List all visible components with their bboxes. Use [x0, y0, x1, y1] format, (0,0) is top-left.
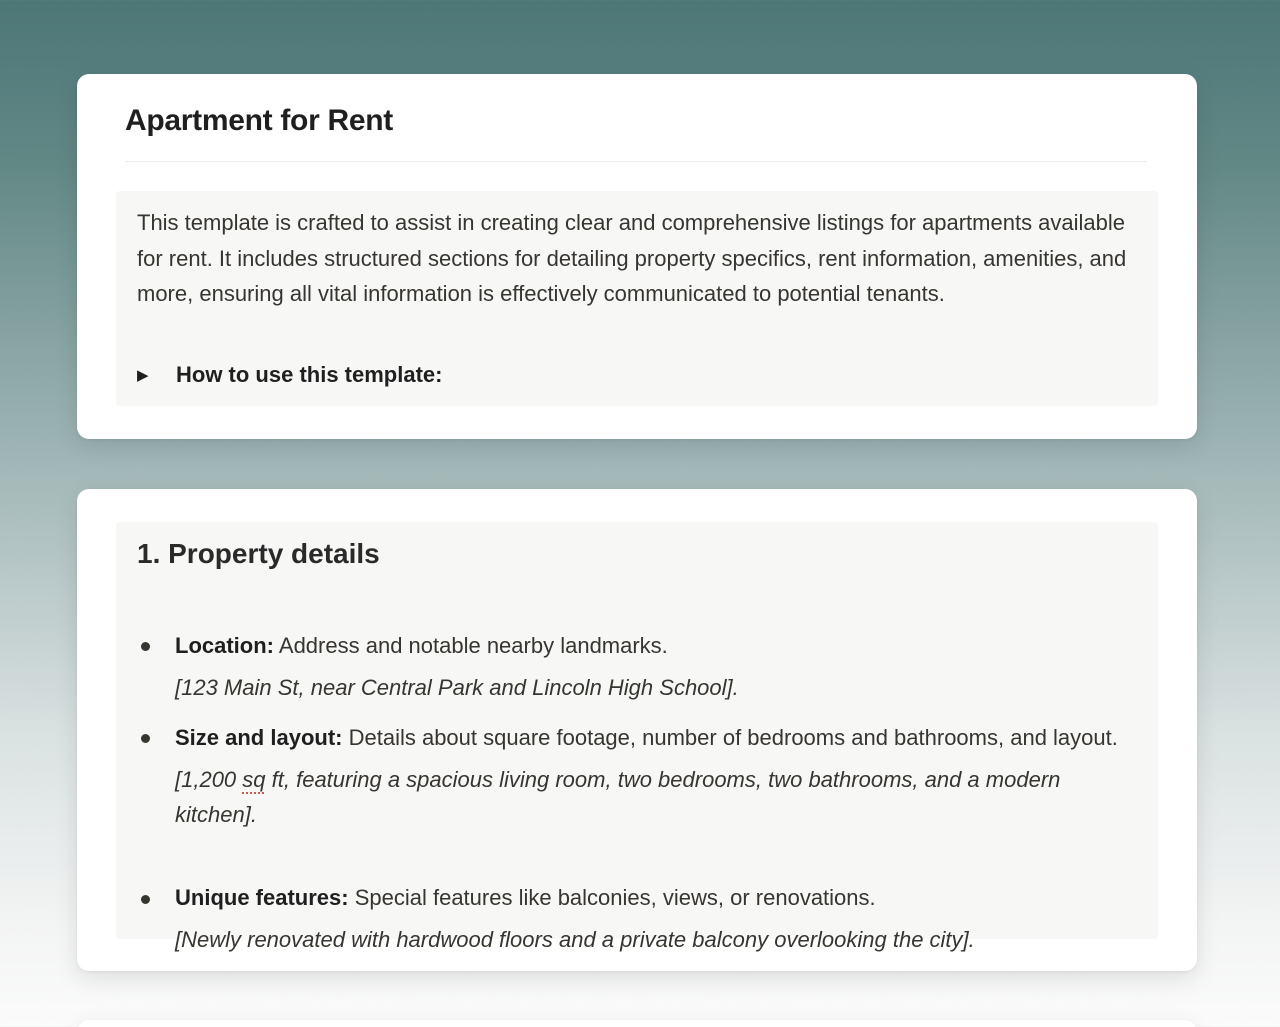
page-title: Apartment for Rent	[125, 104, 393, 137]
title-divider	[125, 161, 1147, 162]
item-text[interactable]	[175, 721, 1128, 754]
spellcheck-flagged-word[interactable]: sq	[242, 767, 266, 792]
item-text[interactable]	[175, 629, 1128, 662]
list-item-size-layout[interactable]	[137, 721, 1128, 832]
property-details-card	[77, 489, 1197, 971]
item-example[interactable]: [123 Main St, near Central Park and Lincoln High School].	[175, 675, 739, 700]
list-item-location[interactable]	[137, 629, 1128, 705]
how-to-use-toggle[interactable]	[137, 361, 442, 389]
item-description: Details about square footage, number of bedrooms and bathrooms, and layout.	[342, 725, 1118, 750]
intro-text[interactable]: This template is crafted to assist in creating clear and comprehensive listings for apartments available for rent. It includes structured sections for detailing property specifics, rent information, amenities, and more, ensuring all vital information is effectively communicated to potential tenants.	[137, 210, 1127, 306]
list-item-unique-features[interactable]	[137, 882, 1128, 957]
bullet-icon	[141, 642, 150, 651]
bullet-icon	[141, 895, 150, 904]
item-label: Unique features:	[175, 885, 349, 910]
toggle-label[interactable]: How to use this template:	[176, 362, 443, 387]
item-description: Special features like balconies, views, or renovations.	[348, 885, 876, 910]
item-label: Size and layout:	[175, 725, 343, 750]
example-prefix: [1,200	[175, 767, 243, 792]
item-label: Location:	[175, 633, 274, 658]
next-section-card	[77, 1020, 1197, 1027]
item-text[interactable]	[175, 881, 1128, 914]
example-suffix: ft, featuring a spacious living room, two bedrooms, two bathrooms, and a modern kitchen].	[175, 767, 1061, 827]
intro-card	[77, 74, 1197, 439]
item-description: Address and notable nearby landmarks.	[274, 633, 668, 658]
bullet-icon	[141, 734, 150, 743]
intro-callout	[116, 191, 1158, 406]
section-heading[interactable]: 1. Property details	[137, 538, 380, 569]
property-details-block	[116, 522, 1158, 952]
item-example[interactable]: [Newly renovated with hardwood floors and a private balcony overlooking the city].	[175, 927, 975, 952]
item-example[interactable]	[175, 762, 1128, 832]
triangle-right-icon[interactable]: ▶	[137, 367, 149, 384]
